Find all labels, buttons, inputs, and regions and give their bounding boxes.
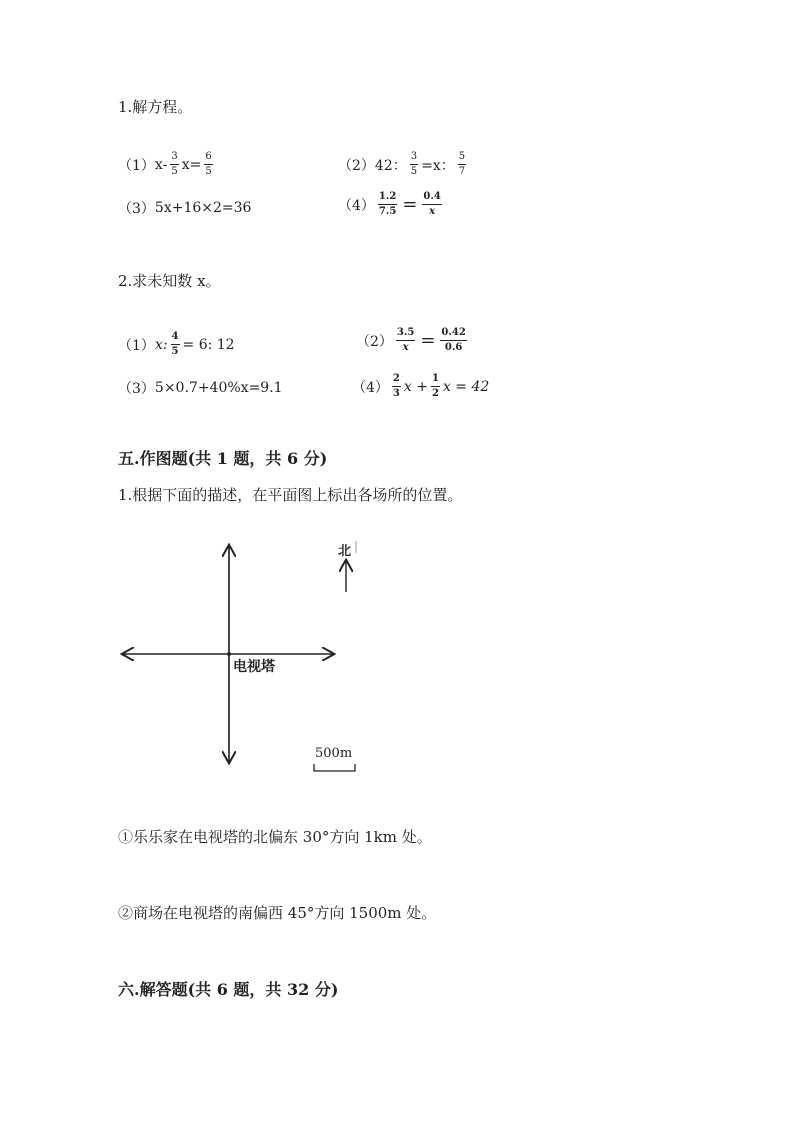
item-label: （2） bbox=[356, 333, 393, 350]
section5-question: 1.根据下面的描述，在平面图上标出各场所的位置。 bbox=[118, 486, 463, 504]
denominator: 7.5 bbox=[378, 206, 397, 217]
numerator: 5 bbox=[458, 152, 466, 165]
item-label: （3） bbox=[118, 381, 155, 397]
numerator: 1 bbox=[431, 374, 440, 387]
denominator: 5 bbox=[205, 166, 212, 177]
scale-label: 500m bbox=[315, 746, 353, 761]
numerator: 4 bbox=[171, 332, 180, 345]
section5-heading: 五.作图题(共 1 题，共 6 分) bbox=[118, 449, 328, 468]
denominator: x bbox=[402, 342, 409, 353]
denominator: 5 bbox=[410, 166, 418, 177]
item-label: （2） bbox=[338, 157, 375, 174]
expr-part: x + bbox=[403, 378, 428, 395]
numerator: 0.42 bbox=[440, 328, 466, 341]
denominator: x bbox=[429, 206, 436, 217]
numerator: 3 bbox=[410, 152, 418, 165]
expr-part: 42： bbox=[374, 157, 407, 174]
numerator: 0.4 bbox=[422, 192, 441, 205]
item-label: （4） bbox=[352, 379, 389, 396]
expr-part: x- bbox=[154, 156, 168, 173]
expr-part: x = 42 bbox=[442, 378, 490, 395]
expr-part: = 6: 12 bbox=[182, 336, 235, 353]
numerator: 3 bbox=[170, 152, 178, 165]
equation-text: 5×0.7+40%x=9.1 bbox=[154, 380, 283, 396]
equals-sign: = bbox=[420, 330, 436, 351]
equation-text: 5x+16×2=36 bbox=[154, 200, 252, 216]
denominator: 3 bbox=[392, 388, 400, 399]
numerator: 6 bbox=[204, 152, 212, 165]
scale-bar bbox=[314, 764, 355, 771]
q1-title: 1.解方程。 bbox=[118, 98, 193, 116]
denominator: 0.6 bbox=[444, 342, 463, 353]
expr-part: x: bbox=[154, 336, 168, 353]
equals-sign: = bbox=[402, 194, 418, 215]
q2-title: 2.求未知数 x。 bbox=[118, 272, 221, 290]
expr-part: x= bbox=[181, 156, 202, 173]
denominator: 2 bbox=[431, 388, 439, 399]
item-label: （1） bbox=[118, 157, 155, 174]
numerator: 1.2 bbox=[378, 192, 397, 205]
statement-1: ①乐乐家在电视塔的北偏东 30°方向 1km 处。 bbox=[118, 828, 432, 846]
north-label: 北 bbox=[338, 544, 352, 559]
item-label: （4） bbox=[338, 197, 375, 214]
denominator: 5 bbox=[171, 166, 178, 177]
statement-2: ②商场在电视塔的南偏西 45°方向 1500m 处。 bbox=[118, 904, 437, 922]
item-label: （1） bbox=[118, 337, 155, 354]
section6-heading: 六.解答题(共 6 题，共 32 分) bbox=[118, 980, 339, 999]
tower-point bbox=[227, 652, 231, 656]
denominator: 7 bbox=[458, 166, 466, 177]
tower-label: 电视塔 bbox=[233, 659, 275, 675]
numerator: 3.5 bbox=[396, 328, 415, 341]
item-label: （3） bbox=[118, 201, 155, 217]
expr-part: =x： bbox=[421, 157, 455, 174]
denominator: 5 bbox=[171, 346, 179, 357]
numerator: 2 bbox=[392, 374, 401, 387]
